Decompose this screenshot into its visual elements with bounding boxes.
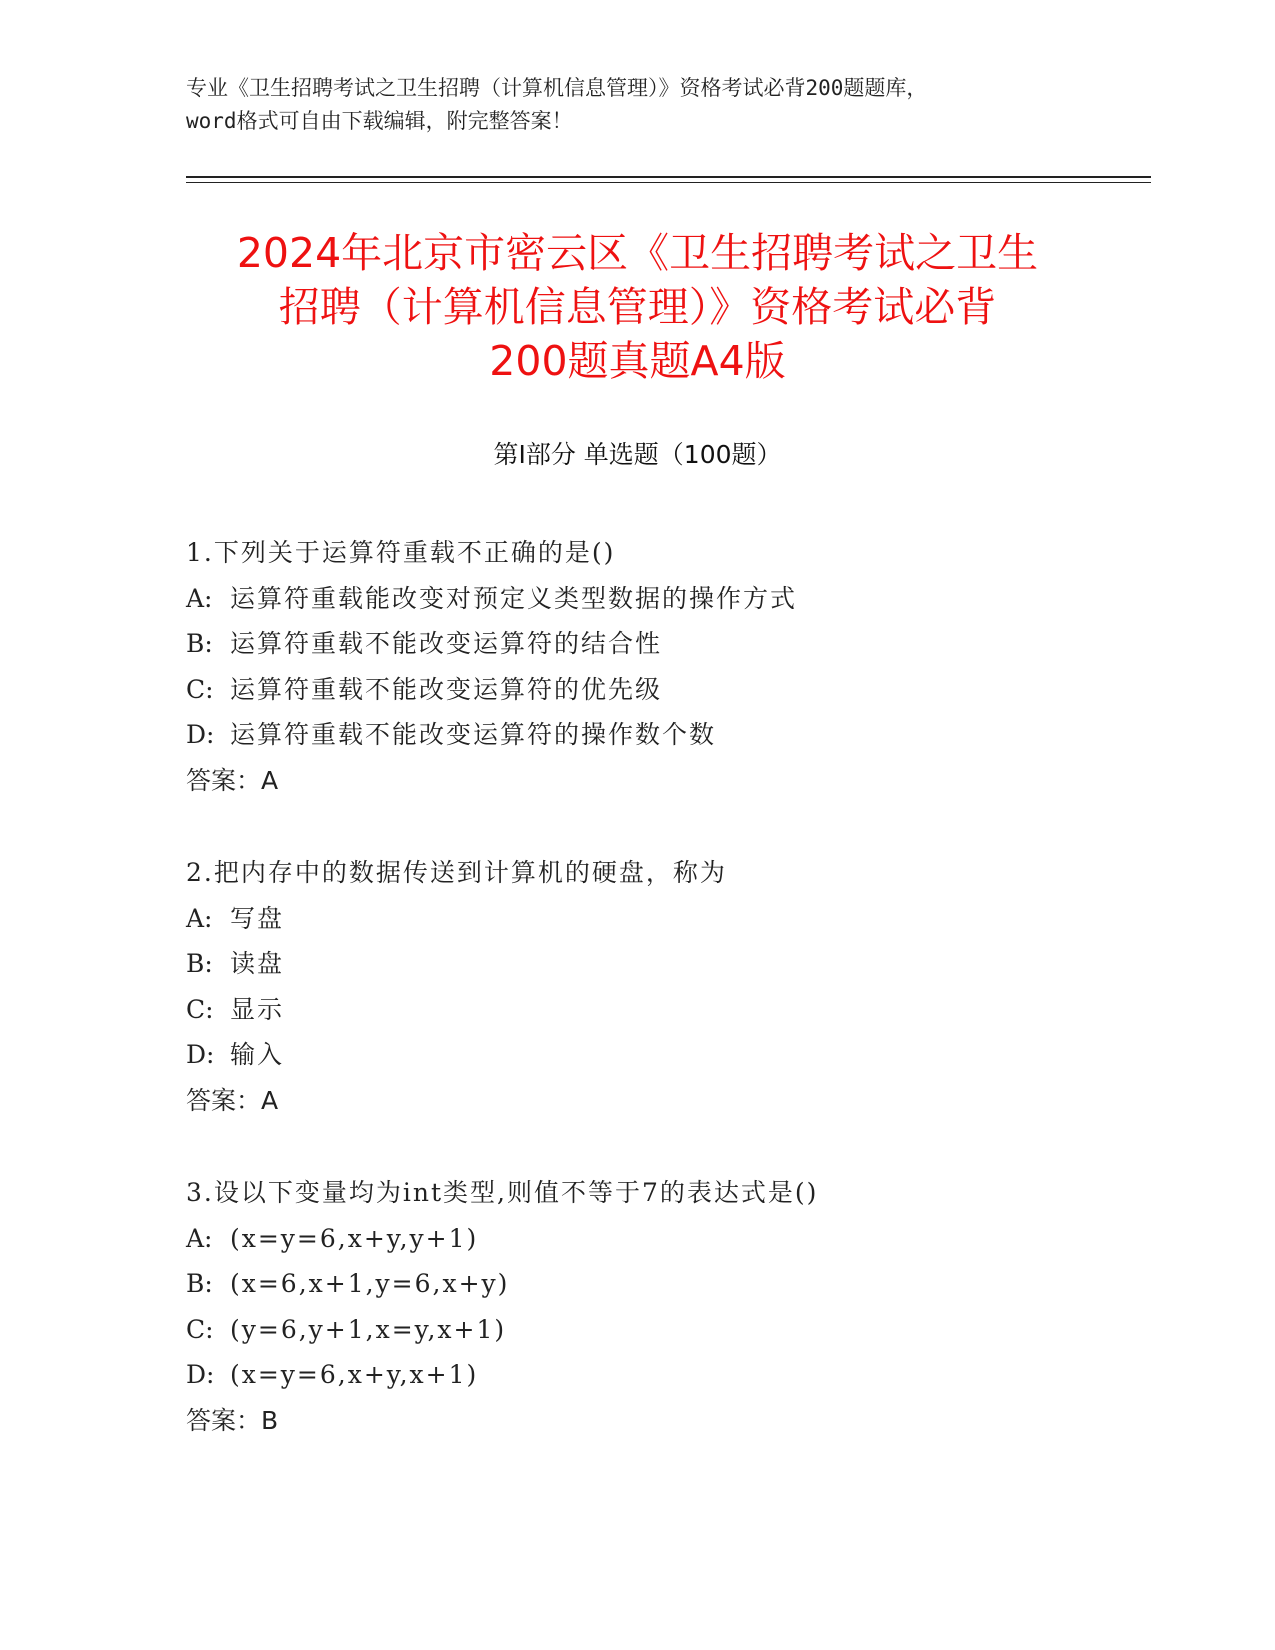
question-stem: 2.把内存中的数据传送到计算机的硬盘，称为 (186, 858, 727, 887)
option-label: C: (186, 1314, 214, 1344)
header-note-line-1: 专业《卫生招聘考试之卫生招聘（计算机信息管理）》资格考试必背200题题库， (186, 76, 928, 100)
option-a (186, 576, 1126, 622)
header-divider-thick (186, 176, 1151, 178)
option-label: D: (186, 1040, 215, 1069)
title-line-1: 2024年北京市密云区《卫生招聘考试之卫生 (236, 229, 1039, 277)
option-d (186, 712, 1126, 758)
option-text: 读盘 (230, 949, 285, 978)
question-stem: 3.设以下变量均为int类型,则值不等于7的表达式是() (186, 1178, 819, 1207)
option-label: D: (186, 720, 215, 749)
question-3 (186, 1170, 1126, 1443)
section-heading: 第Ⅰ部分 单选题（100题） (493, 440, 782, 469)
question-stem: 1.下列关于运算符重载不正确的是() (186, 538, 616, 567)
document-title (150, 226, 1125, 388)
option-text: 运算符重载不能改变运算符的优先级 (230, 674, 663, 704)
option-b (186, 941, 1126, 987)
option-a (186, 1216, 1126, 1262)
option-label: D: (186, 1360, 215, 1389)
option-text: 显示 (230, 994, 285, 1024)
title-line-2: 招聘（计算机信息管理）》资格考试必背 (278, 283, 997, 331)
option-label: C: (186, 994, 214, 1024)
option-label: C: (186, 674, 214, 704)
option-label: B: (186, 1269, 213, 1298)
option-a (186, 896, 1126, 942)
answer-line: 答案：A (186, 1085, 279, 1115)
option-label: A: (186, 1223, 213, 1253)
title-line-3: 200题真题A4版 (489, 337, 786, 385)
option-label: A: (186, 583, 213, 613)
question-1 (186, 530, 1126, 803)
option-label: A: (186, 903, 213, 933)
option-text: 运算符重载不能改变运算符的操作数个数 (230, 720, 717, 749)
option-d (186, 1032, 1126, 1078)
option-c (186, 1307, 1126, 1353)
option-text: 运算符重载不能改变运算符的结合性 (230, 629, 663, 658)
option-text: (x=y=6,x+y,y+1) (230, 1223, 479, 1253)
question-2 (186, 850, 1126, 1123)
option-c (186, 987, 1126, 1033)
answer-line: 答案：A (186, 765, 279, 795)
answer-line: 答案：B (186, 1405, 279, 1435)
option-text: (y=6,y+1,x=y,x+1) (230, 1314, 507, 1344)
header-divider-thin (186, 182, 1151, 183)
option-text: 输入 (230, 1040, 285, 1069)
option-text: 写盘 (230, 903, 285, 933)
option-text: (x=6,x+1,y=6,x+y) (230, 1269, 510, 1298)
option-text: (x=y=6,x+y,x+1) (230, 1360, 479, 1389)
option-label: B: (186, 629, 213, 658)
header-note (186, 72, 1086, 138)
option-text: 运算符重载能改变对预定义类型数据的操作方式 (230, 583, 798, 613)
option-c (186, 667, 1126, 713)
option-d (186, 1352, 1126, 1398)
header-note-line-2: word格式可自由下载编辑，附完整答案！ (186, 109, 573, 133)
option-b (186, 621, 1126, 667)
option-b (186, 1261, 1126, 1307)
option-label: B: (186, 949, 213, 978)
